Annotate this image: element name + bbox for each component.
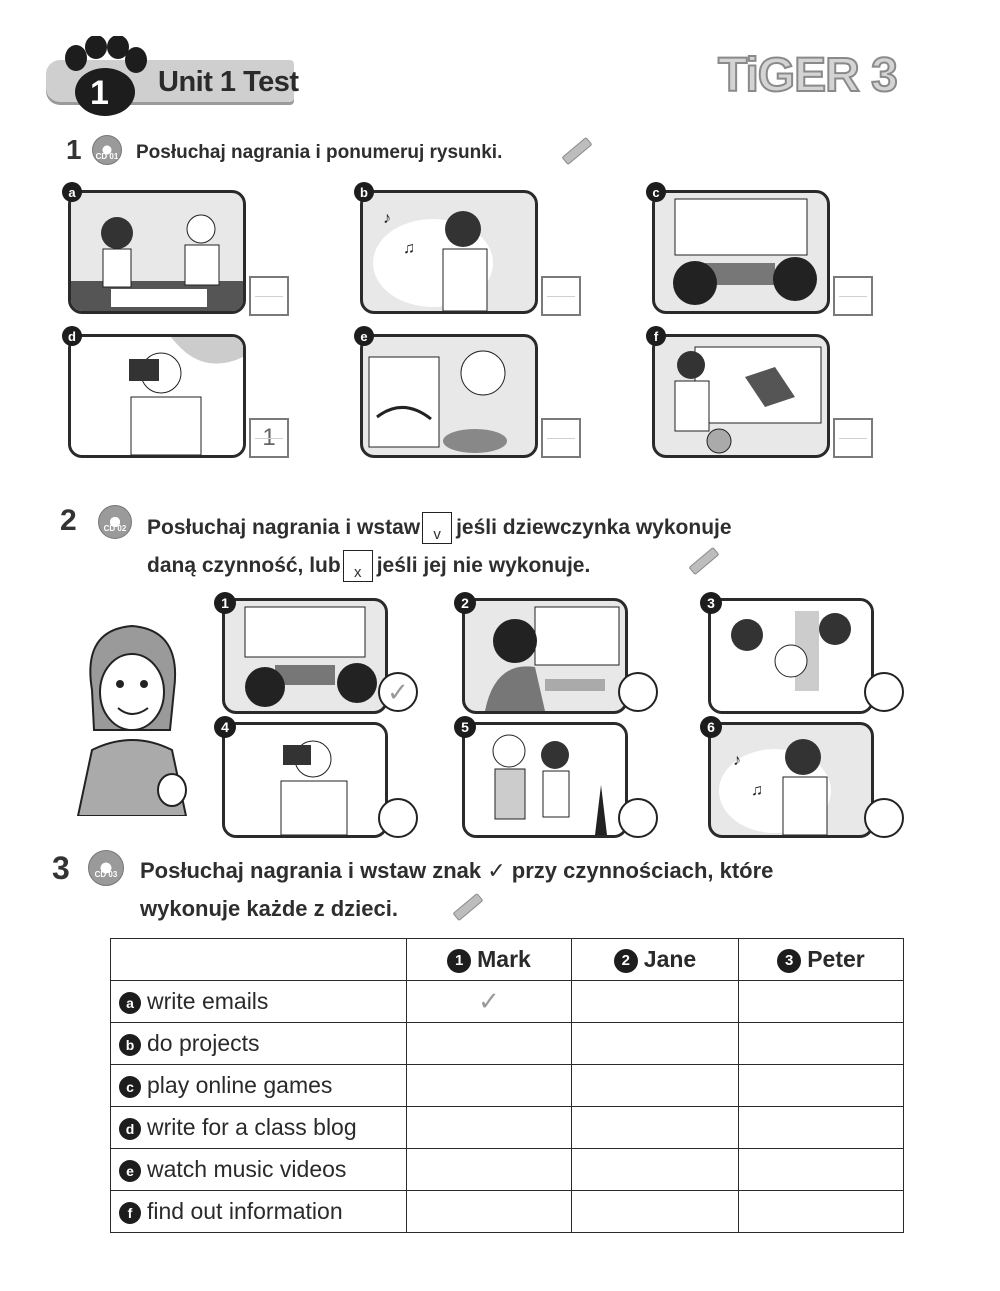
pencil-icon — [453, 893, 484, 921]
svg-text:♪: ♪ — [383, 210, 391, 227]
table-row — [111, 1065, 904, 1107]
picture-c — [652, 190, 830, 314]
children-watching-tv-illustration — [225, 601, 385, 711]
boy-listening-music-illustration — [363, 193, 535, 311]
picture-a — [68, 190, 246, 314]
activity-label: play online games — [147, 1072, 333, 1098]
children-watching-sport-illustration — [655, 337, 827, 455]
number-badge: 3 — [777, 949, 801, 973]
row-label — [111, 1065, 407, 1107]
exercise-1-instruction: Posłuchaj nagrania i ponumeruj rysunki. — [136, 142, 503, 163]
answer-cell[interactable] — [572, 1023, 739, 1065]
svg-text:♫: ♫ — [403, 240, 415, 257]
header-empty-cell — [111, 939, 407, 981]
tiger-logo: TiGER 3 — [718, 49, 897, 102]
boy-listening-music-illustration — [711, 725, 871, 835]
column-header-jane — [572, 939, 739, 981]
cd-icon: CD 03 — [88, 850, 124, 886]
activity-label: write emails — [147, 988, 269, 1014]
exercise-3-instruction-line-1: Posłuchaj nagrania i wstaw znak ✓ przy czynnościach, które — [140, 858, 774, 883]
answer-cell[interactable] — [572, 1107, 739, 1149]
boy-taking-photo-illustration — [225, 725, 385, 835]
answer-circle-1[interactable]: ✓ — [378, 672, 418, 712]
answer-cell[interactable] — [407, 1065, 572, 1107]
girl-helping-grandmother-illustration — [465, 725, 625, 835]
boy-painting-illustration — [363, 337, 535, 455]
picture-1 — [222, 598, 388, 714]
answer-cell[interactable] — [407, 1023, 572, 1065]
cd-icon: CD 02 — [98, 505, 132, 539]
table-row — [111, 1023, 904, 1065]
exercise-3-instruction-line-2: wykonuje każde z dzieci. — [140, 896, 398, 921]
picture-number: 3 — [700, 592, 722, 614]
picture-letter: b — [354, 182, 374, 202]
answer-cell[interactable] — [739, 1023, 904, 1065]
picture-5 — [462, 722, 628, 838]
letter-badge: d — [119, 1118, 141, 1140]
picture-d — [68, 334, 246, 458]
picture-4 — [222, 722, 388, 838]
answer-cell[interactable] — [407, 1149, 572, 1191]
instruction-text: daną czynność, lub — [147, 554, 341, 577]
answer-cell[interactable] — [739, 981, 904, 1023]
instruction-text: jeśli dziewczynka wykonuje — [456, 516, 732, 539]
unit-title: Unit 1 Test — [158, 66, 299, 98]
answer-box-b[interactable] — [541, 276, 581, 316]
answer-circle-2[interactable] — [618, 672, 658, 712]
answer-circle-5[interactable] — [618, 798, 658, 838]
activities-table — [110, 938, 904, 1233]
picture-letter: e — [354, 326, 374, 346]
boy-taking-photo-illustration — [71, 337, 243, 455]
exercise-3-number: 3 — [52, 850, 70, 886]
row-label — [111, 1107, 407, 1149]
answer-circle-6[interactable] — [864, 798, 904, 838]
answer-box-e[interactable] — [541, 418, 581, 458]
number-badge: 2 — [614, 949, 638, 973]
exercise-2-instruction-line-1 — [147, 512, 732, 544]
pencil-icon — [562, 137, 593, 165]
row-label — [111, 1149, 407, 1191]
table-row — [111, 1191, 904, 1233]
activity-label: watch music videos — [147, 1156, 347, 1182]
answer-cell[interactable] — [739, 1065, 904, 1107]
answer-box-f[interactable] — [833, 418, 873, 458]
answer-cell[interactable] — [572, 981, 739, 1023]
answer-box-c[interactable] — [833, 276, 873, 316]
activity-label: do projects — [147, 1030, 260, 1056]
table-header-row — [111, 939, 904, 981]
svg-text:♪: ♪ — [733, 752, 741, 769]
picture-3 — [708, 598, 874, 714]
row-label — [111, 981, 407, 1023]
answer-cell[interactable] — [739, 1107, 904, 1149]
letter-badge: b — [119, 1034, 141, 1056]
table-row — [111, 1107, 904, 1149]
letter-badge: f — [119, 1202, 141, 1224]
picture-letter: c — [646, 182, 666, 202]
number-badge: 1 — [447, 949, 471, 973]
exercise-2-instruction-line-2 — [147, 550, 590, 582]
answer-box-d[interactable]: 1 — [249, 418, 289, 458]
row-label — [111, 1191, 407, 1233]
answer-circle-4[interactable] — [378, 798, 418, 838]
exercise-1-number: 1 — [66, 134, 82, 165]
table-row — [111, 1149, 904, 1191]
pencil-icon — [689, 547, 720, 575]
unit-number: 1 — [90, 74, 109, 112]
table-row — [111, 981, 904, 1023]
column-header-peter — [739, 939, 904, 981]
picture-letter: a — [62, 182, 82, 202]
answer-cell[interactable]: ✓ — [407, 981, 572, 1023]
instruction-text: Posłuchaj nagrania i wstaw — [147, 516, 421, 539]
svg-text:♫: ♫ — [751, 782, 763, 799]
letter-badge: c — [119, 1076, 141, 1098]
friends-sightseeing-illustration — [711, 601, 871, 711]
instruction-text: jeśli jej nie wykonuje. — [376, 554, 591, 577]
picture-f — [652, 334, 830, 458]
letter-badge: e — [119, 1160, 141, 1182]
picture-6 — [708, 722, 874, 838]
picture-b — [360, 190, 538, 314]
answer-cell[interactable] — [407, 1107, 572, 1149]
picture-number: 5 — [454, 716, 476, 738]
answer-cell[interactable] — [572, 1149, 739, 1191]
picture-number: 1 — [214, 592, 236, 614]
tick-example-box: v — [422, 512, 452, 544]
children-watching-tv-illustration — [655, 193, 827, 311]
activity-label: find out information — [147, 1198, 343, 1224]
cd-icon: CD 01 — [92, 135, 122, 165]
answer-cell[interactable] — [572, 1065, 739, 1107]
row-label — [111, 1023, 407, 1065]
children-playing-checkers-illustration — [71, 193, 243, 311]
picture-2 — [462, 598, 628, 714]
picture-letter: d — [62, 326, 82, 346]
picture-letter: f — [646, 326, 666, 346]
answer-cell[interactable] — [572, 1191, 739, 1233]
column-header-mark — [407, 939, 572, 981]
picture-number: 6 — [700, 716, 722, 738]
answer-cell[interactable] — [739, 1149, 904, 1191]
cross-example-box: x — [343, 550, 373, 582]
girl-using-computer-illustration — [465, 601, 625, 711]
column-name: Peter — [807, 946, 865, 972]
picture-number: 2 — [454, 592, 476, 614]
answer-cell[interactable] — [407, 1191, 572, 1233]
picture-number: 4 — [214, 716, 236, 738]
answer-cell[interactable] — [739, 1191, 904, 1233]
answer-box-a[interactable] — [249, 276, 289, 316]
activity-label: write for a class blog — [147, 1114, 357, 1140]
girl-thumbs-up-illustration — [72, 620, 192, 816]
exercise-2-number: 2 — [60, 504, 77, 537]
column-name: Jane — [643, 946, 697, 972]
answer-circle-3[interactable] — [864, 672, 904, 712]
column-name: Mark — [477, 946, 531, 972]
letter-badge: a — [119, 992, 141, 1014]
picture-e — [360, 334, 538, 458]
